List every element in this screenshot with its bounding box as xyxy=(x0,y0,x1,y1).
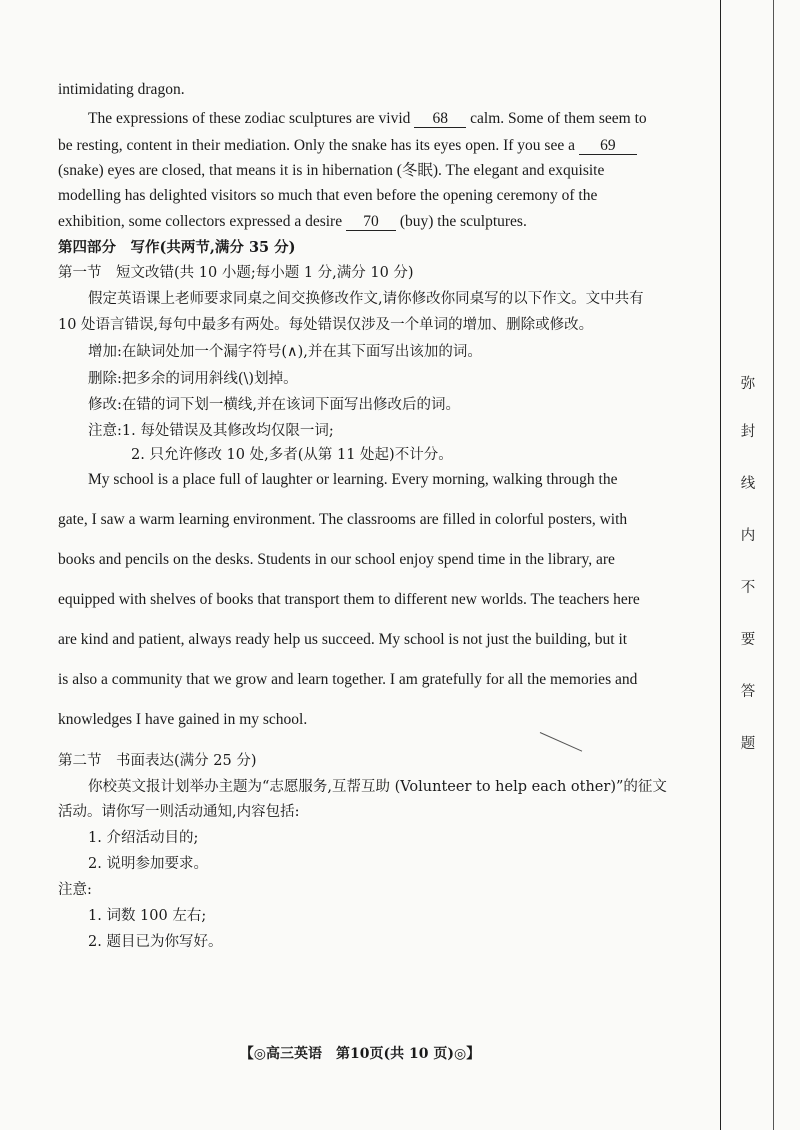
essay-line: are kind and patient, always ready help us succeed. My school is not just the building, but it xyxy=(58,631,628,648)
task-requirement: 2. 说明参加要求。 xyxy=(88,856,208,872)
passage-line: intimidating dragon. xyxy=(58,81,185,98)
passage-line: (snake) eyes are closed, that means it is in hibernation (冬眠). The elegant and exquisite xyxy=(58,162,605,179)
instruction-delete: 删除:把多余的词用斜线(\)划掉。 xyxy=(88,371,298,387)
passage-text: exhibition, some collectors expressed a desire xyxy=(58,213,343,230)
essay-line: My school is a place full of laughter or learning. Every morning, walking through the xyxy=(88,471,618,488)
seal-margin xyxy=(720,0,780,1130)
passage-line xyxy=(88,110,647,128)
notes-item: 1. 词数 100 左右; xyxy=(88,908,207,924)
passage-line xyxy=(58,213,527,231)
passage-text: (buy) the sculptures. xyxy=(399,213,527,230)
margin-char: 弥 xyxy=(740,376,756,392)
pen-stroke xyxy=(540,732,582,752)
essay-line: books and pencils on the desks. Students in our school enjoy spend time in the library, are xyxy=(58,551,615,568)
passage-line: modelling has delighted visitors so much that even before the opening ceremony of the xyxy=(58,187,598,204)
section1-heading: 第一节 短文改错(共 10 小题;每小题 1 分,满分 10 分) xyxy=(58,265,414,281)
margin-char: 题 xyxy=(740,736,756,752)
passage-text: be resting, content in their mediation. Only the snake has its eyes open. If you see a xyxy=(58,137,575,154)
instruction-text: 10 处语言错误,每句中最多有两处。每处错误仅涉及一个单词的增加、删除或修改。 xyxy=(58,317,594,333)
part-heading: 第四部分 写作(共两节,满分 35 分) xyxy=(58,239,296,256)
margin-rule xyxy=(773,0,774,1130)
margin-char: 内 xyxy=(740,528,756,544)
margin-char: 线 xyxy=(740,476,756,492)
instruction-note: 注意:1. 每处错误及其修改均仅限一词; xyxy=(88,423,334,439)
answer-blank-68[interactable]: 68 xyxy=(414,111,466,128)
essay-line: equipped with shelves of books that transport them to different new worlds. The teachers here xyxy=(58,591,640,608)
instruction-add: 增加:在缺词处加一个漏字符号(∧),并在其下面写出该加的词。 xyxy=(88,344,482,360)
page-footer: 【◎高三英语 第10页(共 10 页)◎】 xyxy=(239,1046,481,1062)
answer-blank-69[interactable]: 69 xyxy=(579,138,637,155)
essay-line: gate, I saw a warm learning environment. The classrooms are filled in colorful posters, with xyxy=(58,511,628,528)
instruction-note: 2. 只允许修改 10 处,多者(从第 11 处起)不计分。 xyxy=(131,447,453,463)
margin-char: 不 xyxy=(740,580,756,596)
passage-text: calm. Some of them seem to xyxy=(470,110,647,127)
task-text: 你校英文报计划举办主题为“志愿服务,互帮互助 (Volunteer to help each other)”的征文 xyxy=(88,779,667,795)
notes-item: 2. 题目已为你写好。 xyxy=(88,934,223,950)
margin-char: 答 xyxy=(740,684,756,700)
instruction-modify: 修改:在错的词下划一横线,并在该词下面写出修改后的词。 xyxy=(88,397,460,413)
task-requirement: 1. 介绍活动目的; xyxy=(88,830,199,846)
answer-blank-70[interactable]: 70 xyxy=(346,214,396,231)
passage-text: The expressions of these zodiac sculptures are vivid xyxy=(88,110,411,127)
instruction-text: 假定英语课上老师要求同桌之间交换修改作文,请你修改你同桌写的以下作文。文中共有 xyxy=(88,291,644,307)
passage-line xyxy=(58,137,637,155)
margin-char: 封 xyxy=(740,424,756,440)
section2-heading: 第二节 书面表达(满分 25 分) xyxy=(58,753,257,769)
task-text: 活动。请你写一则活动通知,内容包括: xyxy=(58,804,300,820)
notes-label: 注意: xyxy=(58,882,92,898)
margin-char: 要 xyxy=(740,632,756,648)
essay-line: knowledges I have gained in my school. xyxy=(58,711,308,728)
essay-line: is also a community that we grow and learn together. I am gratefully for all the memories and xyxy=(58,671,638,688)
